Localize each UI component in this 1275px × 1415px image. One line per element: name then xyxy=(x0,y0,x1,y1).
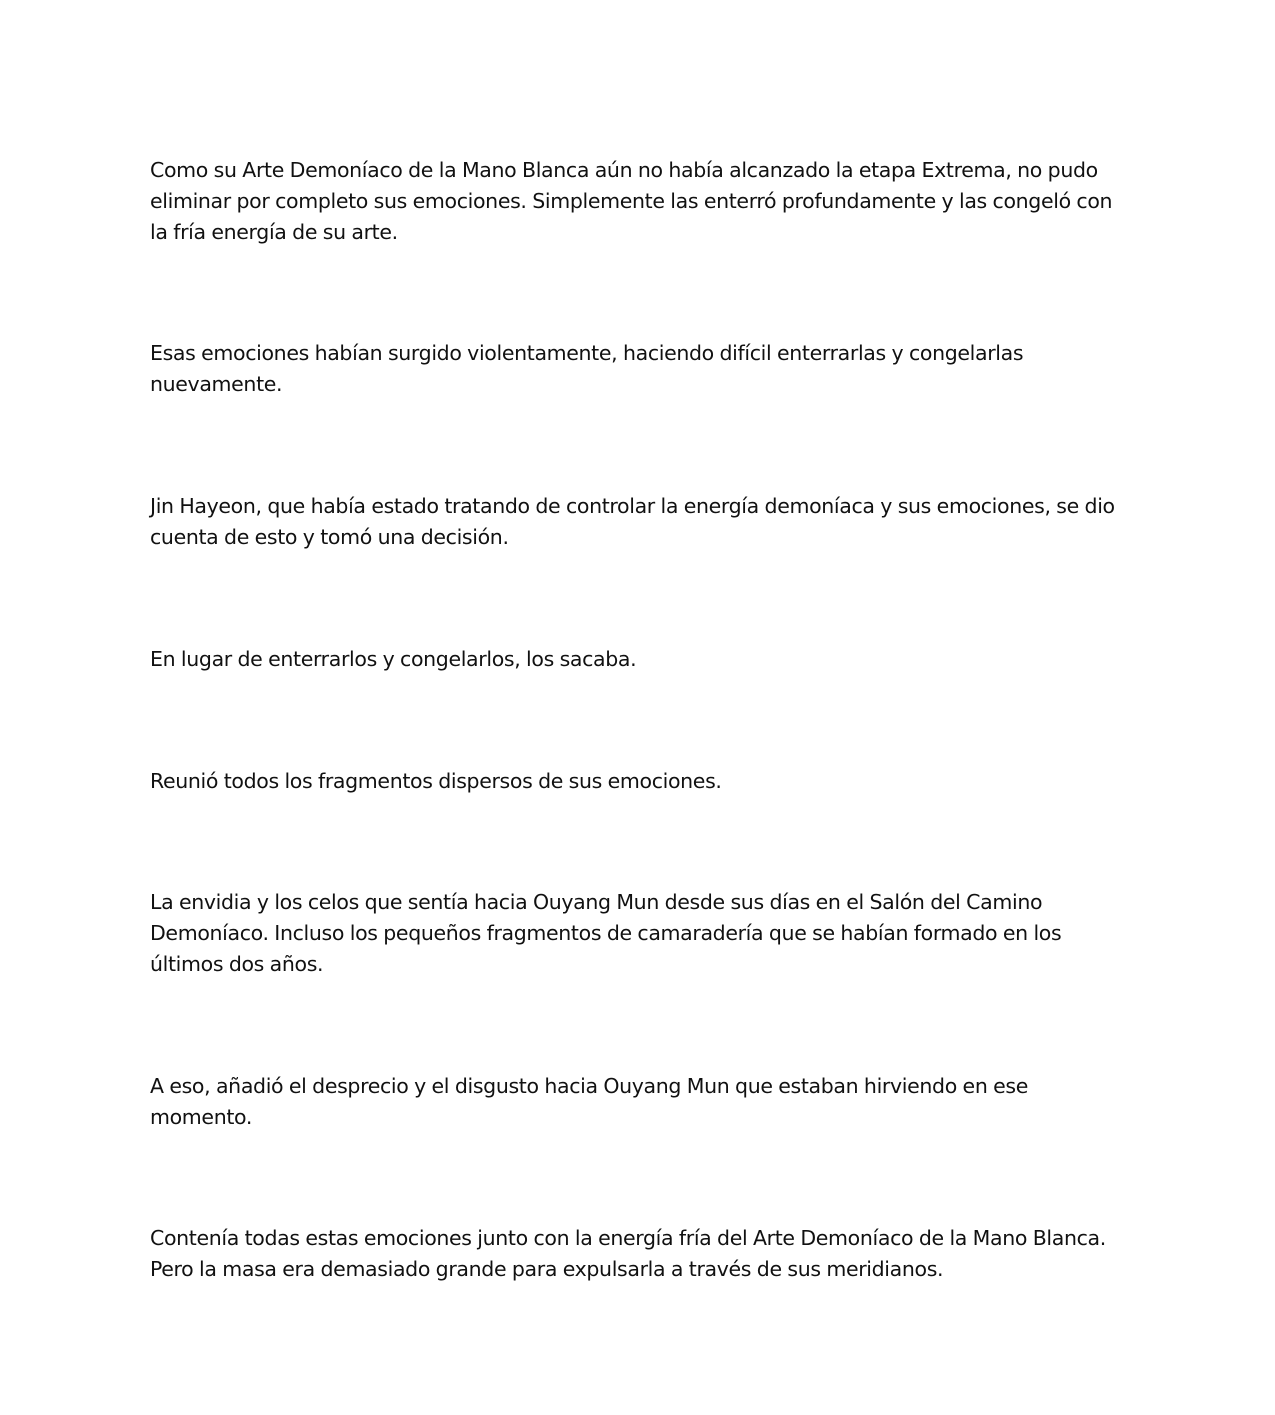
paragraph-2: Esas emociones habían surgido violentamente, haciendo difícil enterrarlas y congelarlas nuevamente. xyxy=(150,341,1024,396)
paragraph-7: A eso, añadió el desprecio y el disgusto hacia Ouyang Mun que estaban hirviendo en ese momento. xyxy=(150,1074,1028,1129)
paragraph-3: Jin Hayeon, que había estado tratando de controlar la energía demoníaca y sus emociones, se dio cuenta de esto y tomó una decisión. xyxy=(150,494,1115,549)
paragraph-6: La envidia y los celos que sentía hacia Ouyang Mun desde sus días en el Salón del Camino Demoníaco. Incluso los pequeños fragmentos de camaradería que se habían formado en los últimos dos años. xyxy=(150,890,1062,976)
paragraph-5: Reunió todos los fragmentos dispersos de sus emociones. xyxy=(150,769,722,793)
paragraph-1: Como su Arte Demoníaco de la Mano Blanca aún no había alcanzado la etapa Extrema, no pudo eliminar por completo sus emociones. Simplemente las enterró profundamente y las congeló con la fría energía de su arte. xyxy=(150,158,1113,244)
paragraph-4: En lugar de enterrarlos y congelarlos, los sacaba. xyxy=(150,647,637,671)
paragraph-8: Contenía todas estas emociones junto con la energía fría del Arte Demoníaco de la Mano Blanca. Pero la masa era demasiado grande para expulsarla a través de sus meridianos. xyxy=(150,1226,1106,1281)
